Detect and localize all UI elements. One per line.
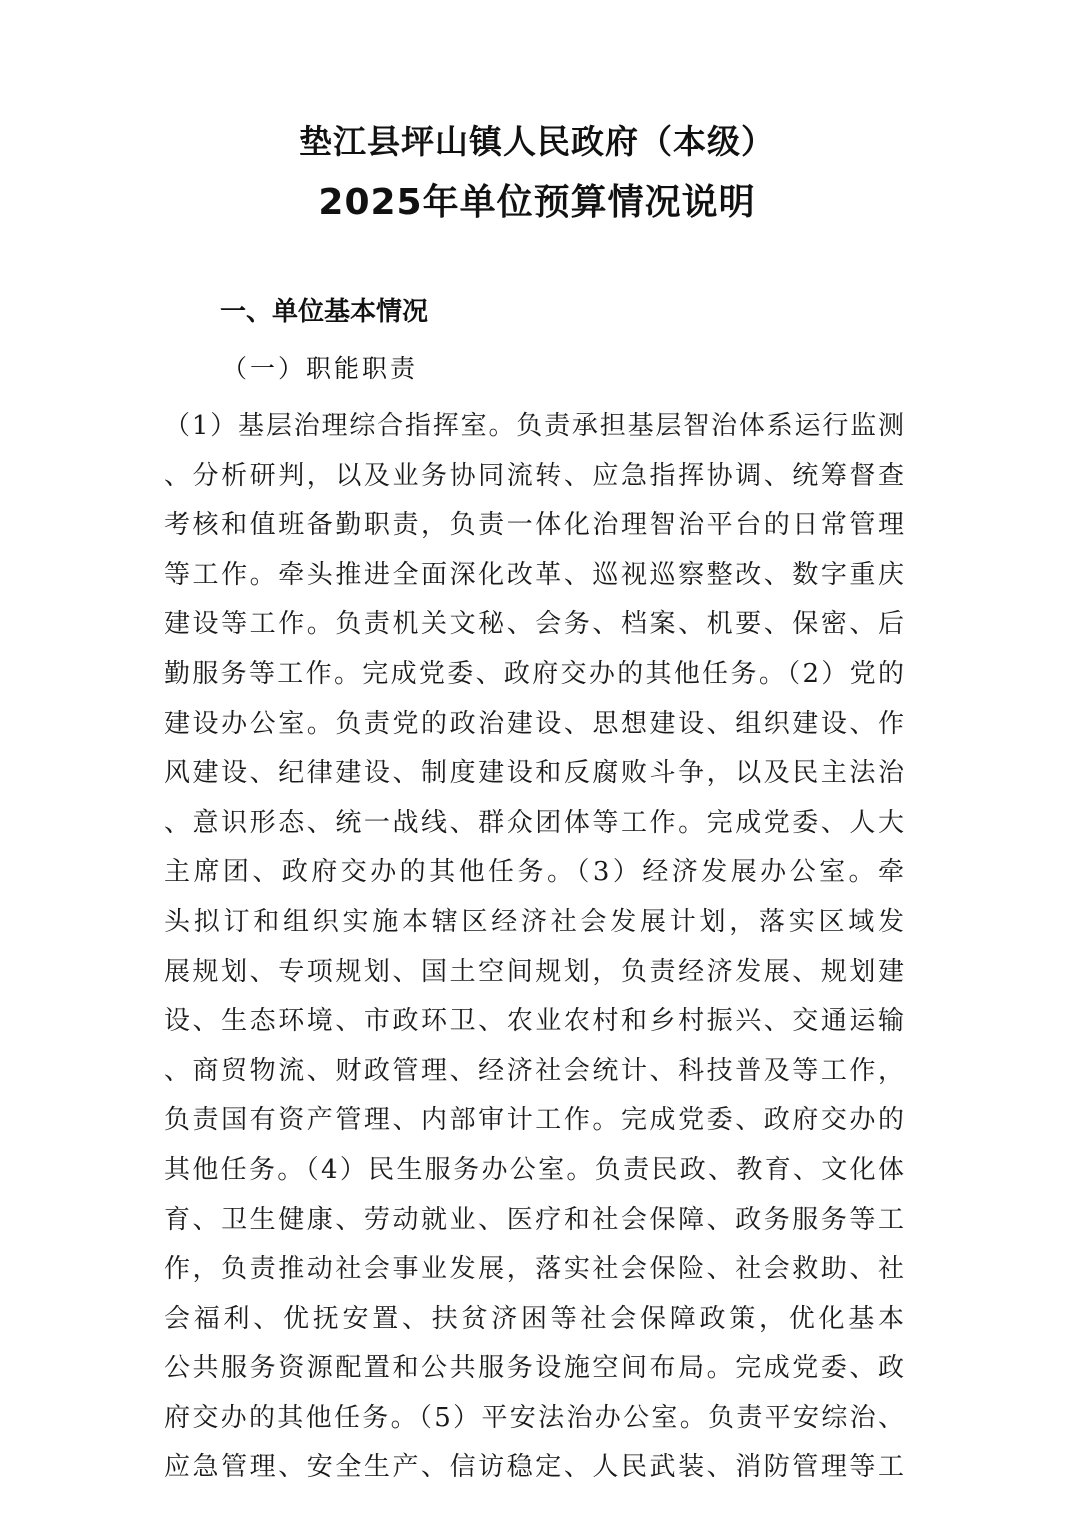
body-line: 、商贸物流、财政管理、经济社会统计、科技普及等工作， — [164, 1055, 904, 1086]
body-line: 、分析研判，以及业务协同流转、应急指挥协调、统筹督查 — [164, 460, 904, 491]
body-line: 风建设、纪律建设、制度建设和反腐败斗争，以及民主法治 — [164, 758, 904, 789]
body-line: 负责国有资产管理、内部审计工作。完成党委、政府交办的 — [164, 1105, 904, 1136]
body-line: 其他任务。（4）民生服务办公室。负责民政、教育、文化体 — [164, 1154, 904, 1185]
body-paragraph — [164, 402, 904, 1493]
body-line: 等工作。牵头推进全面深化改革、巡视巡察整改、数字重庆 — [164, 559, 904, 590]
body-line: 设、生态环境、市政环卫、农业农村和乡村振兴、交通运输 — [164, 1006, 904, 1037]
body-line: 公共服务资源配置和公共服务设施空间布局。完成党委、政 — [164, 1353, 904, 1384]
body-line: 建设等工作。负责机关文秘、会务、档案、机要、保密、后 — [164, 609, 904, 640]
section-heading: 一、单位基本情况 — [220, 297, 429, 327]
body-line: 育、卫生健康、劳动就业、医疗和社会保障、政务服务等工 — [164, 1204, 904, 1235]
body-line: 头拟订和组织实施本辖区经济社会发展计划，落实区域发 — [164, 906, 904, 937]
body-line: 会福利、优抚安置、扶贫济困等社会保障政策，优化基本 — [164, 1303, 904, 1334]
body-line: 、意识形态、统一战线、群众团体等工作。完成党委、人大 — [164, 807, 904, 838]
body-line: （1）基层治理综合指挥室。负责承担基层智治体系运行监测 — [164, 411, 904, 441]
body-line: 考核和值班备勤职责，负责一体化治理智治平台的日常管理 — [164, 510, 904, 541]
body-line: 府交办的其他任务。（5）平安法治办公室。负责平安综治、 — [164, 1402, 904, 1433]
body-line: 作，负责推动社会事业发展，落实社会保险、社会救助、社 — [164, 1254, 904, 1285]
body-line: 展规划、专项规划、国土空间规划，负责经济发展、规划建 — [164, 956, 904, 987]
document-title-line-1: 垫江县坪山镇人民政府（本级） — [299, 122, 775, 161]
document-title-line-2: 2025年单位预算情况说明 — [318, 182, 756, 223]
body-line: 建设办公室。负责党的政治建设、思想建设、组织建设、作 — [164, 708, 904, 739]
body-line: 勤服务等工作。完成党委、政府交办的其他任务。（2）党的 — [164, 658, 904, 689]
body-line: 应急管理、安全生产、信访稳定、人民武装、消防管理等工 — [164, 1452, 904, 1483]
subsection-heading: （一）职能职责 — [222, 354, 419, 383]
body-line: 主席团、政府交办的其他任务。（3）经济发展办公室。牵 — [164, 857, 904, 888]
